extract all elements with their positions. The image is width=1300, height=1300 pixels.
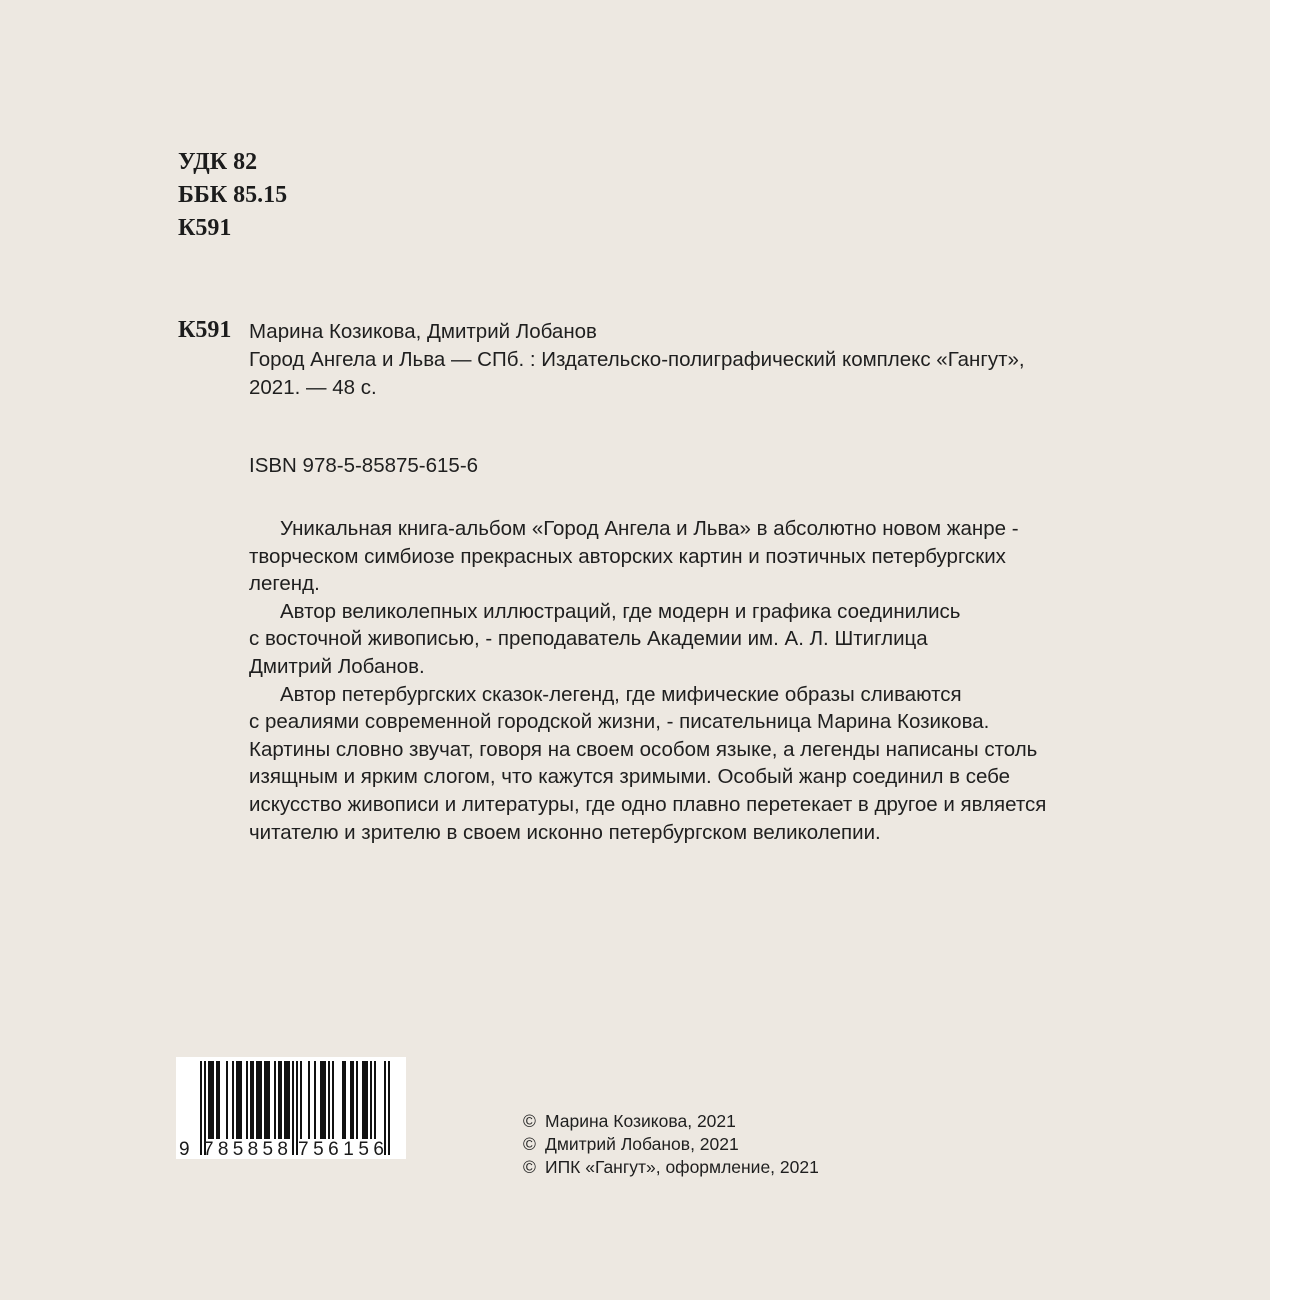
bbk-code: ББК 85.15 <box>178 182 288 208</box>
copyright-holder: Дмитрий Лобанов, 2021 <box>545 1134 739 1154</box>
barcode-bar <box>218 1061 220 1139</box>
copyright-line <box>523 1110 819 1133</box>
barcode-bar <box>352 1061 354 1139</box>
barcode-bar <box>278 1061 280 1139</box>
barcode-guard-bar <box>388 1061 390 1155</box>
classification-block <box>178 146 287 245</box>
barcode-bar <box>264 1061 266 1139</box>
barcode-left-digits: 785858 <box>203 1139 288 1159</box>
barcode-bar <box>342 1061 344 1139</box>
barcode-bar <box>314 1061 316 1139</box>
annotation-line: читателю и зрителю в своем исконно петербургском великолепии. <box>249 820 881 844</box>
copyright-line <box>523 1156 819 1179</box>
barcode-bar <box>252 1061 254 1139</box>
bibliographic-entry <box>249 318 1209 402</box>
barcode-lead-digit: 9 <box>179 1139 190 1159</box>
barcode-right-digits: 756156 <box>298 1139 384 1159</box>
barcode-bar <box>286 1061 288 1139</box>
barcode-bar <box>256 1061 258 1139</box>
barcode-bar <box>210 1061 212 1139</box>
isbn-number: ISBN 978-5-85875-615-6 <box>249 454 479 477</box>
barcode-bar <box>362 1061 364 1139</box>
annotation-line: Картины словно звучат, говоря на своем особом языке, а легенды написаны столь <box>249 737 1038 761</box>
barcode-bar <box>258 1061 260 1139</box>
entry-title-publisher: Город Ангела и Льва — СПб. : Издательско-полиграфический комплекс «Гангут», <box>249 348 1025 371</box>
barcode-bar <box>356 1061 358 1139</box>
udk-code: УДК 82 <box>178 149 258 175</box>
annotation-text <box>249 515 1209 846</box>
barcode-bar <box>344 1061 346 1139</box>
barcode-bar <box>260 1061 262 1139</box>
annotation-line: Автор петербургских сказок-легенд, где мифические образы сливаются <box>280 682 962 706</box>
barcode-guard-bar <box>384 1061 386 1155</box>
barcode-graphic <box>176 1057 406 1159</box>
barcode-bar <box>366 1061 368 1139</box>
barcode-bar <box>212 1061 214 1139</box>
barcode-bar <box>250 1061 252 1139</box>
barcode-bar <box>274 1061 276 1139</box>
annotation-line: изящным и ярким слогом, что кажутся зримыми. Особый жанр соединил в себе <box>249 765 1011 789</box>
annotation-line: с реалиями современной городской жизни, - писательница Марина Козикова. <box>249 710 990 734</box>
barcode-bar <box>370 1061 372 1139</box>
copyright-symbol: © <box>523 1157 536 1177</box>
barcode-bar <box>236 1061 238 1139</box>
barcode-bar <box>288 1061 290 1139</box>
copyright-block <box>523 1110 819 1179</box>
annotation-line: Уникальная книга-альбом «Город Ангела и Льва» в абсолютно новом жанре - <box>280 517 1019 540</box>
barcode-bar <box>320 1061 322 1139</box>
barcode-bar <box>266 1061 268 1139</box>
annotation-line: Дмитрий Лобанов. <box>249 654 425 678</box>
annotation-line: легенд. <box>249 572 320 596</box>
barcode-bar <box>308 1061 310 1139</box>
annotation-line: творческом симбиозе прекрасных авторских картин и поэтичных петербургских <box>249 544 1006 568</box>
copyright-symbol: © <box>523 1134 536 1154</box>
barcode-bar <box>322 1061 324 1139</box>
barcode-bar <box>324 1061 326 1139</box>
barcode-bar <box>284 1061 286 1139</box>
barcode-bar <box>232 1061 234 1139</box>
annotation-line: с восточной живописью, - преподаватель Академии им. А. Л. Штиглица <box>249 627 928 651</box>
annotation-line: Автор великолепных иллюстраций, где модерн и графика соединились <box>280 599 961 623</box>
entry-year-pages: 2021. — 48 с. <box>249 376 377 399</box>
barcode-bar <box>238 1061 240 1139</box>
isbn-barcode <box>176 1057 406 1159</box>
copyright-holder: Марина Козикова, 2021 <box>545 1111 736 1131</box>
barcode-bar <box>216 1061 218 1139</box>
entry-author-mark: К591 <box>178 317 232 343</box>
barcode-bar <box>332 1061 334 1139</box>
barcode-bar <box>364 1061 366 1139</box>
barcode-bar <box>268 1061 270 1139</box>
copyright-line <box>523 1133 819 1156</box>
entry-authors: Марина Козикова, Дмитрий Лобанов <box>249 320 597 343</box>
barcode-bar <box>240 1061 242 1139</box>
barcode-bar <box>280 1061 282 1139</box>
barcode-bar <box>350 1061 352 1139</box>
barcode-bar <box>208 1061 210 1139</box>
copyright-holder: ИПК «Гангут», оформление, 2021 <box>545 1157 819 1177</box>
barcode-bar <box>374 1061 376 1139</box>
annotation-line: искусство живописи и литературы, где одно плавно перетекает в другое и является <box>249 792 1047 816</box>
barcode-guard-bar <box>200 1061 202 1155</box>
barcode-bar <box>246 1061 248 1139</box>
barcode-guard-bar <box>292 1061 294 1155</box>
copyright-symbol: © <box>523 1111 536 1131</box>
barcode-bar <box>300 1061 302 1139</box>
barcode-bar <box>226 1061 228 1139</box>
barcode-bar <box>328 1061 330 1139</box>
author-mark: К591 <box>178 215 232 241</box>
